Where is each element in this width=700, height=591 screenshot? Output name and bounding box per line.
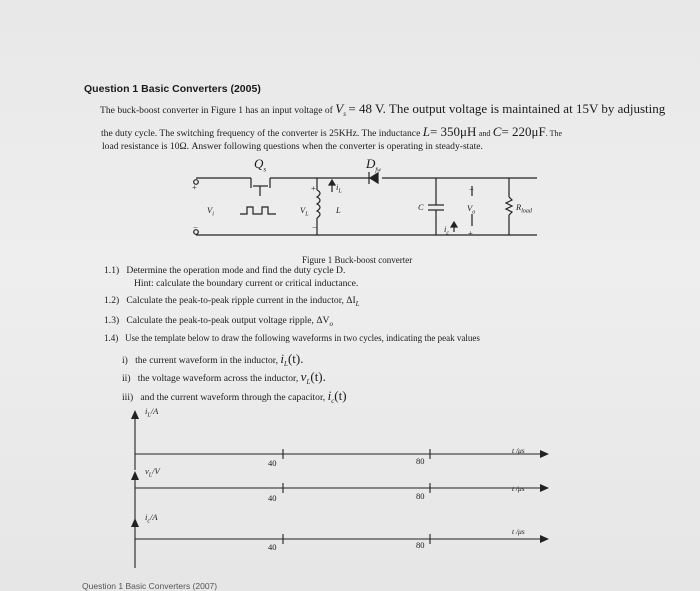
inductor-label: L	[336, 205, 341, 215]
graph1-x-label: t /μs	[512, 446, 525, 455]
graph1-y-label: $i_L/A$	[145, 406, 159, 419]
next-question-title: Question 1 Basic Converters (2007)	[82, 581, 218, 591]
capacitor-current-label: $i_c$	[444, 224, 450, 237]
and-text: and	[478, 129, 491, 138]
l-value: = 350μH	[429, 124, 477, 139]
c-symbol: C	[492, 124, 502, 139]
inductor-minus-sign: −	[312, 222, 317, 232]
graph2-tick-label-80: 80	[416, 491, 425, 501]
load-resistor-label: $R_{load}$	[516, 202, 532, 215]
q11-text: Determine the operation mode and find the duty cycle D.	[126, 265, 346, 276]
inductor-voltage-label: $V_L$	[300, 205, 309, 218]
graph3-y-label: $i_c/A$	[145, 512, 158, 525]
graph3-tick-label-80: 80	[416, 540, 425, 550]
q13-sub: o	[329, 319, 333, 328]
sub-iii-tail: (t)	[334, 388, 347, 403]
q14-text: Use the template below to draw the following waveforms in two cycles, indicating the peak values	[125, 333, 480, 343]
intro-line-3: load resistance is 10Ω. Answer following questions when the converter is operating in steady-state.	[102, 141, 483, 152]
sub-ii-tail: (t).	[310, 369, 326, 384]
graph1-y-arrow	[131, 410, 139, 419]
vs-symbol: V	[335, 101, 344, 116]
intro-text-1: The buck-boost converter in Figure 1 has an input voltage of	[100, 105, 333, 116]
output-voltage-label: $V_o$	[467, 203, 476, 216]
graph2-y-label: $v_L/V$	[145, 466, 160, 479]
sub-iii-expr: i	[327, 388, 332, 403]
intro-text-2: the duty cycle. The switching frequency of the converter is 25KHz. The inductance	[101, 128, 421, 139]
sub-ii-num: ii)	[122, 373, 131, 384]
question-title: Question 1 Basic Converters (2005)	[84, 83, 261, 95]
sub-ii-expr: v	[300, 369, 307, 384]
sub-ii-sub: L	[306, 377, 311, 386]
sub-iii-num: iii)	[122, 392, 134, 403]
graph2-x-label: t /μs	[512, 484, 525, 493]
sub-i-text: the current waveform in the inductor,	[135, 355, 279, 366]
vs-subscript: s	[343, 109, 346, 118]
q14-num: 1.4)	[104, 333, 119, 343]
output-minus-sign: −	[469, 184, 474, 194]
q12-num: 1.2)	[104, 295, 120, 306]
sub-i-tail: (t).	[287, 351, 304, 366]
sub-iii-sub: c	[331, 396, 335, 405]
input-minus-sign: −	[193, 222, 198, 232]
sub-ii-text: the voltage waveform across the inductor,	[137, 373, 299, 384]
question-1-1-hint: Hint: calculate the boundary current or critical inductance.	[134, 278, 359, 289]
c-value: = 220μF	[501, 124, 546, 139]
q12-text: Calculate the peak-to-peak ripple current in the inductor, ΔI	[126, 295, 356, 306]
graph3-tick-label-40: 40	[268, 542, 277, 552]
switch-label: $Q_s$	[254, 156, 267, 174]
graph1-tick-label-40: 40	[268, 458, 277, 468]
input-plus-sign: +	[192, 182, 197, 192]
q13-text: Calculate the peak-to-peak output voltage ripple, ΔV	[126, 315, 330, 326]
graph2-y-arrow	[131, 471, 139, 480]
graph2-tick-label-40: 40	[268, 493, 277, 503]
graph1-tick-label-80: 80	[416, 456, 425, 466]
figure-caption: Figure 1 Buck-boost converter	[302, 255, 413, 265]
graph3-x-arrow	[540, 535, 549, 543]
sub-i-sub: L	[284, 359, 288, 368]
q11-num: 1.1)	[104, 265, 120, 276]
diode-label: $D_{fw}$	[366, 156, 382, 174]
sub-iii-text: and the current waveform through the capacitor,	[140, 392, 326, 403]
q12-sub: L	[355, 299, 360, 308]
input-voltage-label: $V_i$	[207, 205, 214, 218]
graph3-x-label: t /μs	[512, 527, 525, 536]
inductor-current-label: $i_L$	[336, 182, 342, 195]
graph3-y-arrow	[131, 518, 139, 527]
sub-i-num: i)	[122, 355, 128, 366]
l-symbol: L	[422, 124, 430, 139]
vs-value: = 48 V. The output voltage is maintained at 15V by adjusting	[348, 101, 666, 116]
graph2-x-arrow	[540, 484, 549, 492]
inductor-plus-sign: +	[311, 183, 316, 193]
capacitor-label: C	[418, 202, 424, 212]
graph1-x-arrow	[540, 450, 549, 458]
the-text: . The	[545, 129, 563, 138]
q13-num: 1.3)	[104, 315, 120, 326]
output-plus-sign: +	[468, 228, 473, 238]
sub-i-expr: i	[280, 351, 285, 366]
